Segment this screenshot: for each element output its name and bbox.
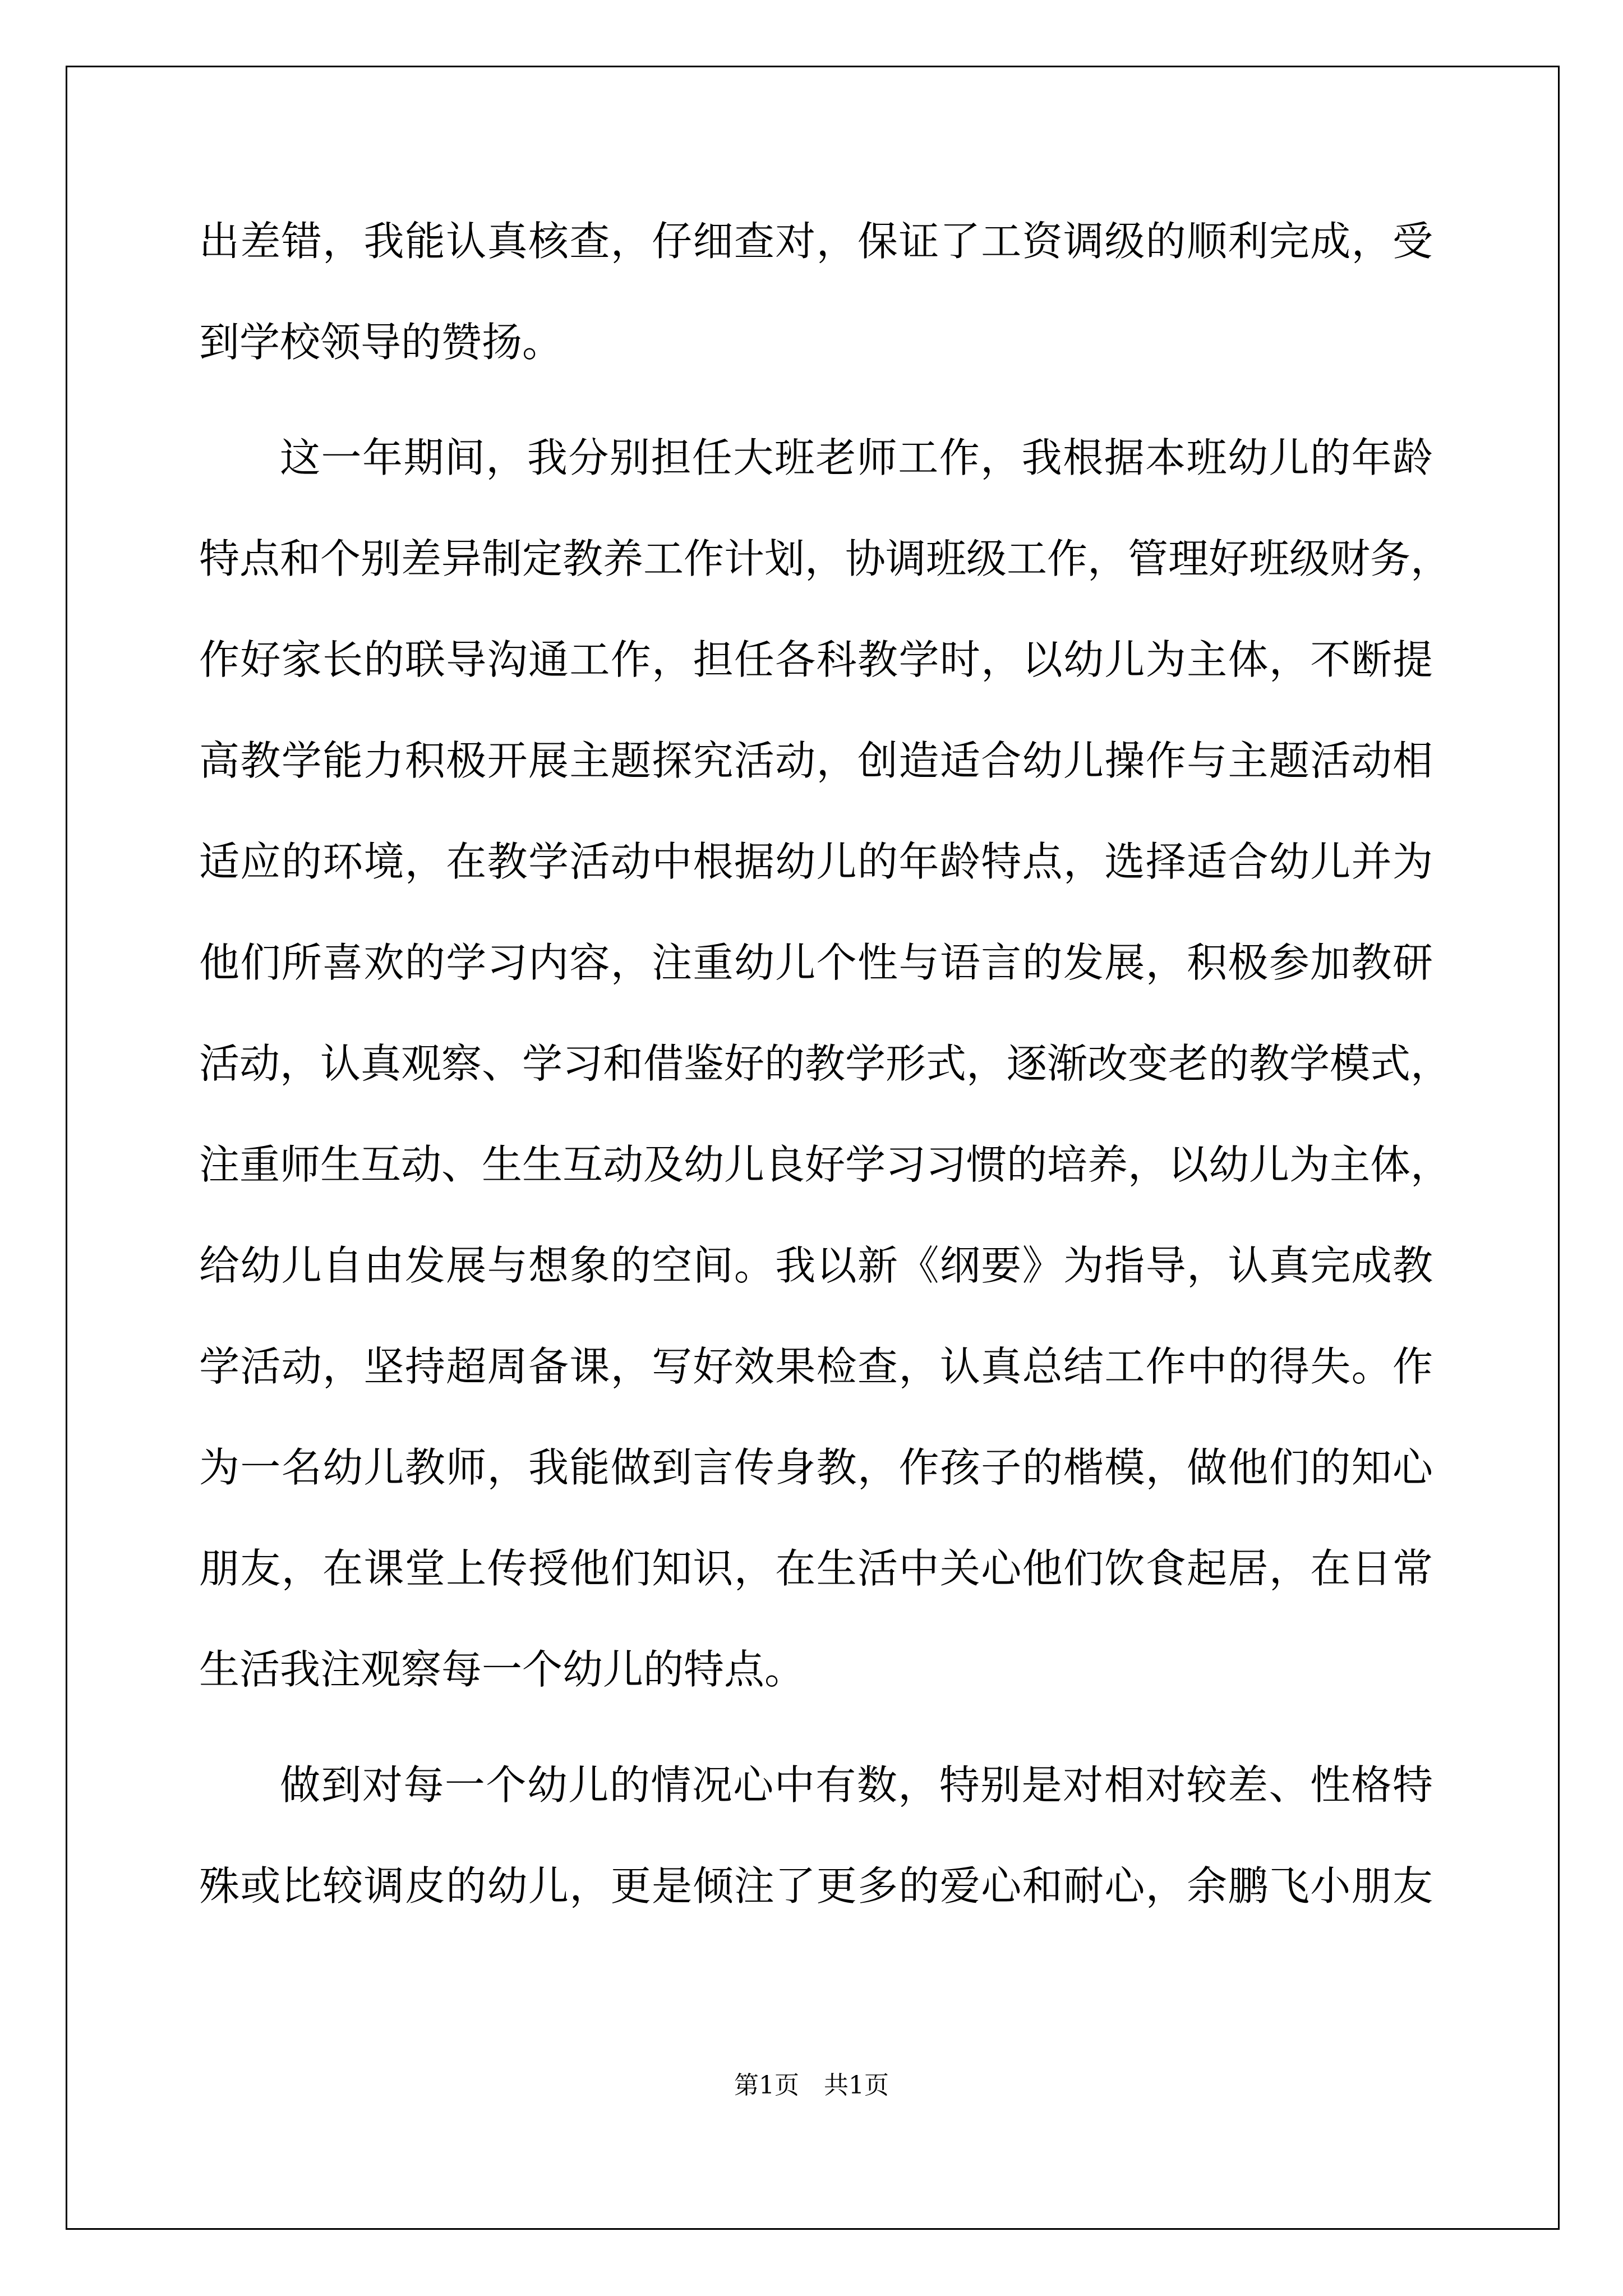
text-line: 他们所喜欢的学习内容，注重幼儿个性与语言的发展，积极参加教研	[199, 939, 1433, 986]
text-line: 适应的环境，在教学活动中根据幼儿的年龄特点，选择适合幼儿并为	[199, 838, 1433, 885]
text-line: 出差错，我能认真核查，仔细查对，保证了工资调级的顺利完成，受	[199, 218, 1433, 265]
text-line: 这一年期间，我分别担任大班老师工作，我根据本班幼儿的年龄	[280, 434, 1433, 481]
text-line: 朋友，在课堂上传授他们知识，在生活中关心他们饮食起居，在日常	[199, 1545, 1433, 1592]
page-number-footer: 第1页 共1页	[734, 2071, 889, 2100]
text-line: 到学校领导的赞扬。	[199, 319, 563, 366]
text-line: 为一名幼儿教师，我能做到言传身教，作孩子的楷模，做他们的知心	[199, 1444, 1433, 1491]
text-line: 给幼儿自由发展与想象的空间。我以新《纲要》为指导，认真完成教	[199, 1242, 1433, 1289]
text-line: 高教学能力积极开展主题探究活动，创造适合幼儿操作与主题活动相	[199, 737, 1433, 784]
text-line: 殊或比较调皮的幼儿，更是倾注了更多的爱心和耐心，余鹏飞小朋友	[199, 1862, 1433, 1910]
text-line: 活动，认真观察、学习和借鉴好的教学形式，逐渐改变老的教学模式，	[199, 1040, 1451, 1087]
text-line: 学活动，坚持超周备课，写好效果检查，认真总结工作中的得失。作	[199, 1343, 1433, 1390]
text-line: 作好家长的联导沟通工作，担任各科教学时，以幼儿为主体，不断提	[199, 636, 1433, 683]
text-line: 做到对每一个幼儿的情况心中有数，特别是对相对较差、性格特	[280, 1761, 1433, 1809]
text-line: 注重师生互动、生生互动及幼儿良好学习习惯的培养，以幼儿为主体，	[199, 1141, 1451, 1188]
text-line: 生活我注观察每一个幼儿的特点。	[199, 1646, 805, 1693]
text-line: 特点和个别差异制定教养工作计划，协调班级工作，管理好班级财务，	[199, 535, 1451, 582]
